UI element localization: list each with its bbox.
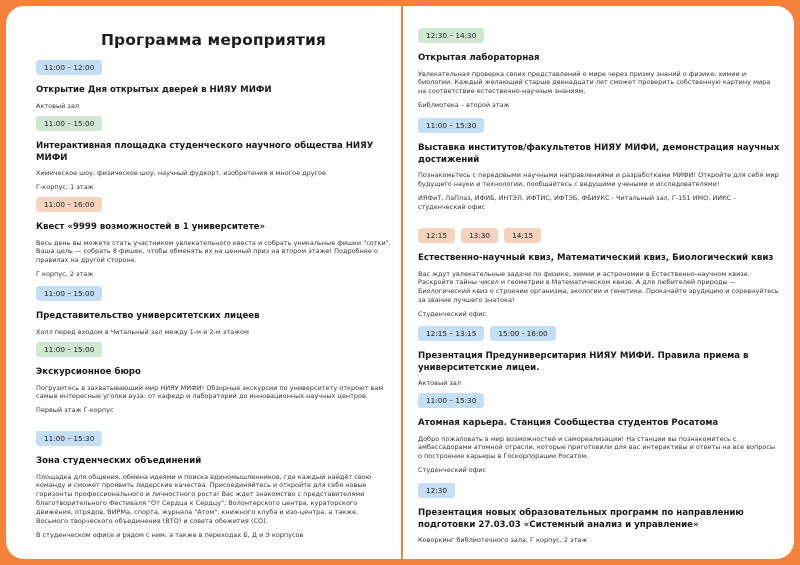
event-open-lab: [418, 28, 780, 110]
event-title: Открытие Дня открытых дверей в НИЯУ МИФИ: [36, 85, 272, 95]
event-quest: [36, 197, 391, 279]
event-location: Библиотека – второй этаж: [418, 101, 510, 110]
event-description: Добро пожаловать в мир возможностей и самореализации! На станции вы познакомитесь с амбассадорами атомной отрасли, которые приготовили для вас интерактивы и ответы на все вопросы о построение карьеры в Госкорпорации Росатом.: [418, 434, 776, 461]
event-science-society: [36, 116, 391, 192]
time-badge: 12:30: [418, 483, 455, 498]
event-location: Г-корпус, 1 этаж: [36, 182, 94, 191]
event-description: Площадка для общения, обмена идеями и поиска единомышленников, где каждый найдёт свою команду и сможет проявить лидерские качества. Присоединяйтесь и откройте для себя новые горизонты профессионального и личностного роста! Вас ждет знакомство с представителями благотворительного Фестиваля "От Сердца к Сердцу", Волонтерского центра, кураторского движения, отрядов, ВИРМа, спорта, журнала "Атом", книжного клуба и изо-центра, а также, Восьмого творческого объединения (ВТО) и совета обежития (СО).: [36, 472, 372, 526]
event-description: Познакомьтесь с передовыми научными направлениями и разработками МИФИ! Откройте для себя мир будущего науки и технологии, пообщайтесь с ведущими учеными и исследователями!: [418, 171, 779, 188]
time-badge: 11:00 – 15:00: [36, 116, 102, 131]
event-new-programs: [418, 483, 780, 545]
time-badge: 12:15 – 13:15: [418, 326, 484, 341]
event-title: Презентация новых образовательных программ по направлению подготовки 27.03.03 «Системный анализ и управление»: [418, 508, 744, 530]
event-times: [36, 60, 391, 79]
event-location: Студенческий офис: [418, 466, 487, 475]
event-times: [418, 483, 780, 502]
time-badge: 14:15: [504, 228, 541, 243]
event-location: Г корпус, 2 этаж: [36, 270, 94, 279]
event-description: Увлекательная проверка своих представлений о мире через призму знаний о физике, химии и биологии. Каждый желающий старше двенадцати лет сможет проверить собственную картину мира на соответствие естественно-научным знаниям.: [418, 69, 771, 96]
event-times: [36, 342, 391, 361]
event-location: Актовый зал: [418, 379, 461, 387]
event-times: [418, 228, 780, 247]
event-location: Студенческий офис: [418, 310, 487, 319]
event-title: Интерактивная площадка студенческого научного общества НИЯУ МИФИ: [36, 141, 374, 163]
page-title: Программа мероприятия: [100, 31, 326, 49]
event-title: Зона студенческих объединений: [36, 456, 202, 466]
event-title: Экскурсионное бюро: [36, 367, 141, 377]
event-atom-career: [418, 393, 780, 475]
center-divider: [401, 6, 403, 559]
event-title: Выставка институтов/факультетов НИЯУ МИФИ, демонстрация научных достижений: [418, 143, 780, 165]
event-times: [418, 393, 780, 412]
event-excursions: [36, 342, 391, 415]
event-lyceums: [36, 286, 391, 336]
event-description: Химическое шоу, физическое шоу, научный фудкорт, изобретения и многое другое: [36, 169, 327, 177]
event-title: Открытая лабораторная: [418, 53, 540, 63]
event-description: Погрузитесь в захватывающий мир НИЯУ МИФИ! Обзорные экскурсии по университету откроют вам самые интересные уголки вуза: от кафедр и лабораторий до инновационных научных центров.: [36, 383, 384, 401]
event-description: Весь день вы можете стать участником увлекательного квеста и собрать уникальные фишки "сотки". Ваша цель — собрать 8 фишек, чтобы обменять их на ценный приз на втором этаже! Подробнее о правилах на другой стороне.: [36, 238, 391, 265]
event-student-unions: [36, 431, 391, 540]
time-badge: 11:00 – 15:00: [36, 286, 102, 301]
event-location: Коворкинг библиотечного зала, Г корпус, 2 этаж: [418, 536, 588, 544]
time-badge: 11:00 – 15:30: [418, 393, 484, 408]
event-opening: [36, 60, 391, 110]
event-times: [36, 116, 391, 135]
event-location: В студенческом офисе и рядом с ним, а также в переходах Б, Д и Э корпусов: [36, 530, 304, 539]
event-location: ИЯФиТ, ЛаПлаз, ИФИБ, ИНТЭЛ, ИФТИС, ИФТЭБ, ФБИУКС - Читальный зал, Г-151 ИМО, ИИКС - студенческий офис: [418, 193, 736, 211]
event-institutes-expo: [418, 118, 780, 212]
event-title: Представительство университетских лицеев: [36, 311, 260, 321]
program-sheet: [6, 6, 794, 559]
event-quizzes: [418, 228, 780, 319]
event-title: Атомная карьера. Станция Сообщества студентов Росатома: [418, 418, 719, 428]
event-times: [418, 326, 780, 345]
event-title: Квест «9999 возможностей в 1 университете»: [36, 222, 266, 232]
time-badge: 11:00 – 16:00: [36, 197, 102, 212]
event-times: [418, 118, 780, 137]
event-title: Презентация Предуниверситария НИЯУ МИФИ. Правила приема в университетские лицеи.: [418, 351, 749, 373]
event-times: [36, 431, 391, 450]
event-title: Естественно-научный квиз, Математический квиз, Биологический квиз: [418, 253, 774, 263]
event-preuniversity: [418, 326, 780, 388]
time-badge: 12:30 – 14:30: [418, 28, 484, 43]
time-badge: 15:00 - 16:00: [490, 326, 555, 341]
event-times: [36, 286, 391, 305]
event-location: Актовый зал: [36, 101, 79, 110]
time-badge: 11:00 – 15:30: [418, 118, 484, 133]
time-badge: 11:00 – 12:00: [36, 60, 102, 75]
event-times: [36, 197, 391, 216]
event-description: Вас ждут увлекательные задачи по физике, химии и астрономии в Естественно-научном квизе. Раскройте тайны чисел и геометрии в Математическом квизе. А для любителей природы — Биологический квиз о строении организма, экологии и генетике. Прокачайте эрудицию и соревнуйтесь за звание лучшего знатока!: [418, 269, 779, 305]
time-badge: 13:30: [461, 228, 498, 243]
event-location: Холл перед входом в Читальный зал между 1-м и 2-м этажом: [36, 327, 249, 336]
event-location: Первый этаж Г-корпус: [36, 406, 114, 415]
time-badge: 11:00 – 15:30: [36, 431, 102, 446]
time-badge: 12:15: [418, 228, 455, 243]
event-times: [418, 28, 780, 47]
time-badge: 11:00 – 15:00: [36, 342, 102, 357]
